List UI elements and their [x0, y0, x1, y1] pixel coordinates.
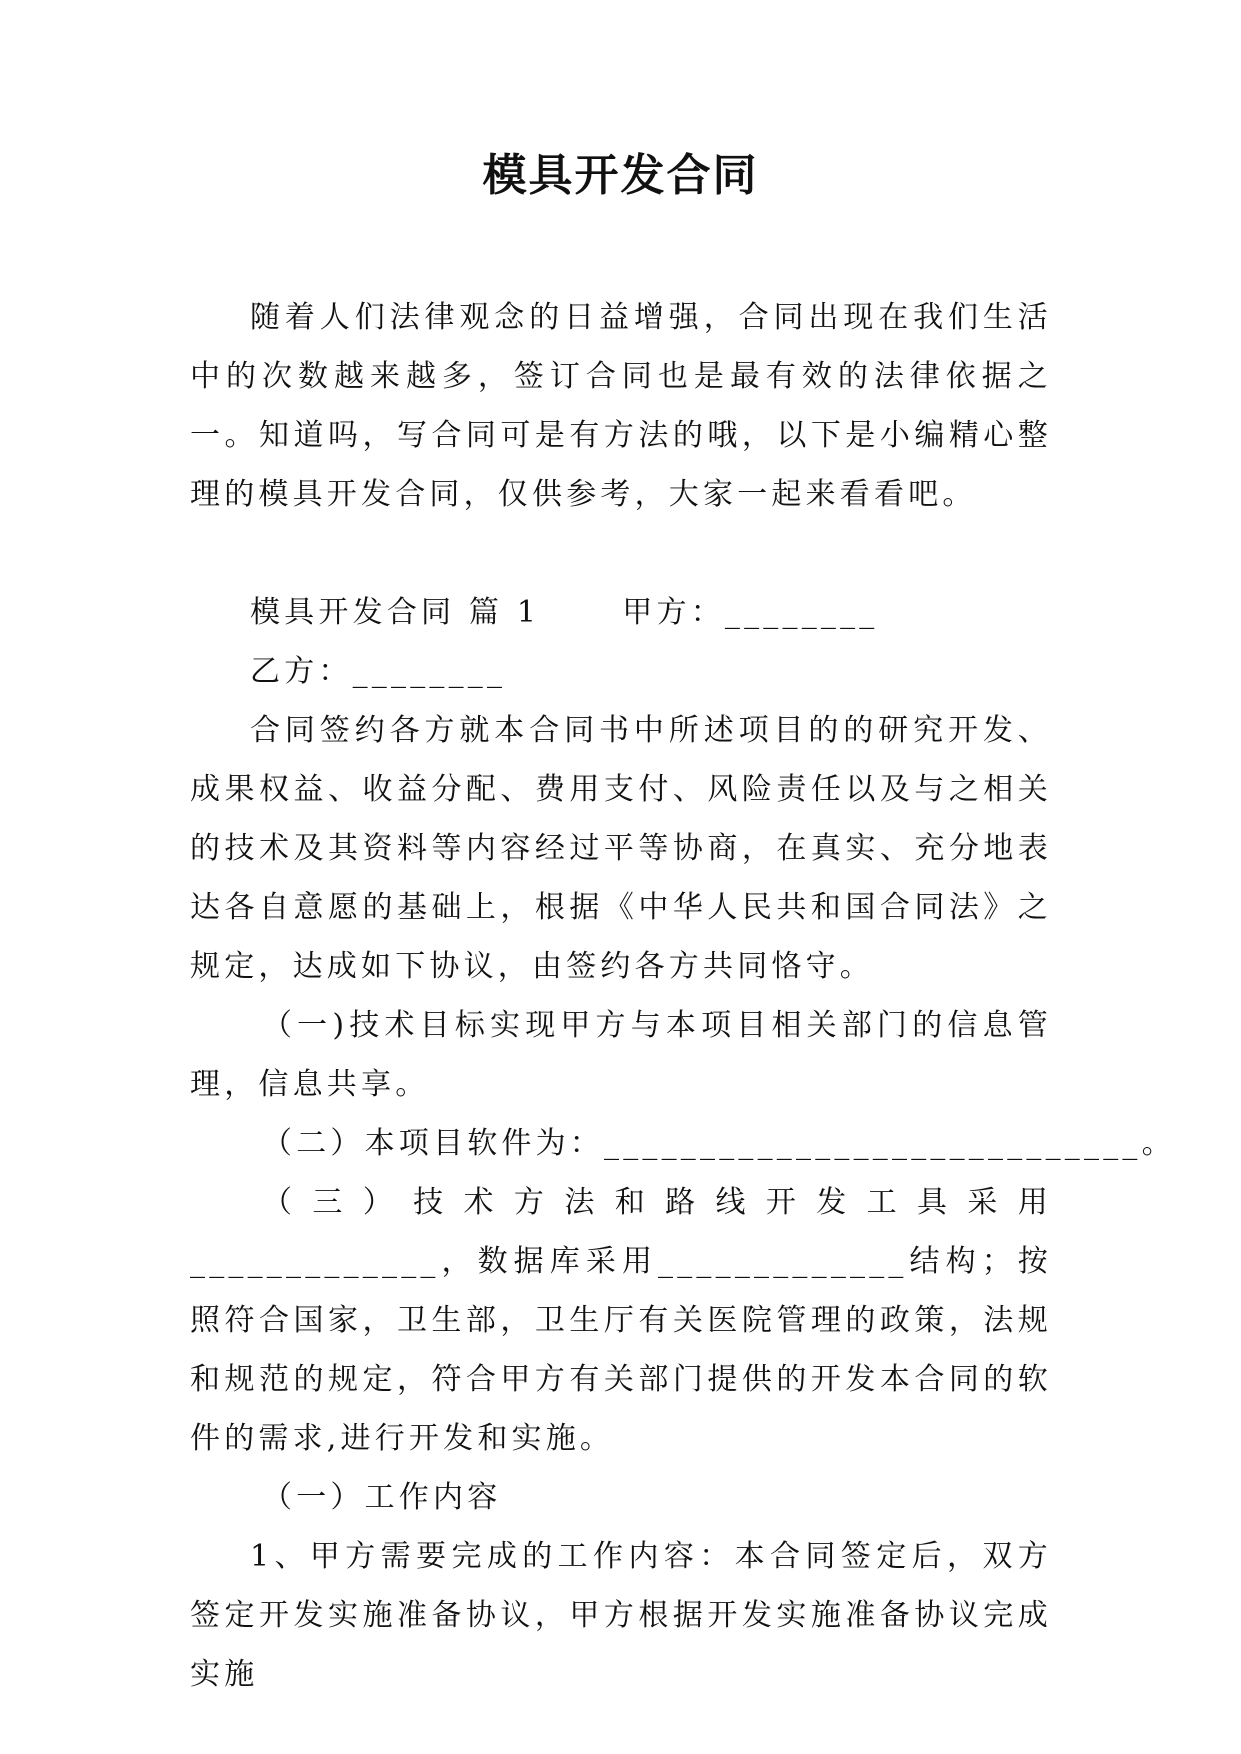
method-paragraph: （三）技术方法和路线开发工具采用_____________，数据库采用_____________结构；按照符合国家，卫生部，卫生厅有关医院管理的政策，法规和规范的规定，符合甲方有关部门提供的开发本合同的软件的需求,进行开发和实施。 [190, 1185, 1052, 1456]
work-item-1: 1、甲方需要完成的工作内容：本合同签定后，双方签定开发实施准备协议，甲方根据开发实施准备协议完成实施 [190, 1539, 1052, 1692]
work-heading: （一）工作内容 [262, 1480, 502, 1515]
intro-paragraph: 随着人们法律观念的日益增强，合同出现在我们生活中的次数越来越多，签订合同也是最有效的法律依据之一。知道吗，写合同可是有方法的哦，以下是小编精心整理的模具开发合同，仅供参考，大家一起来看看吧。 [190, 300, 1052, 512]
party-b-line: 乙方：________ [250, 654, 507, 689]
section-heading-line: 模具开发合同 篇 1 甲方：________ [250, 595, 879, 630]
preamble-paragraph: 合同签约各方就本合同书中所述项目的的研究开发、成果权益、收益分配、费用支付、风险责任以及与之相关的技术及其资料等内容经过平等协商，在真实、充分地表达各自意愿的基础上，根据《中华人民共和国合同法》之规定，达成如下协议，由签约各方共同恪守。 [190, 713, 1052, 984]
document-body [190, 288, 1176, 1704]
document-title: 模具开发合同 [482, 150, 759, 201]
software-paragraph: （二）本项目软件为：____________________________。 [262, 1126, 1176, 1161]
goal-paragraph: （一)技术目标实现甲方与本项目相关部门的信息管理，信息共享。 [190, 1008, 1052, 1102]
